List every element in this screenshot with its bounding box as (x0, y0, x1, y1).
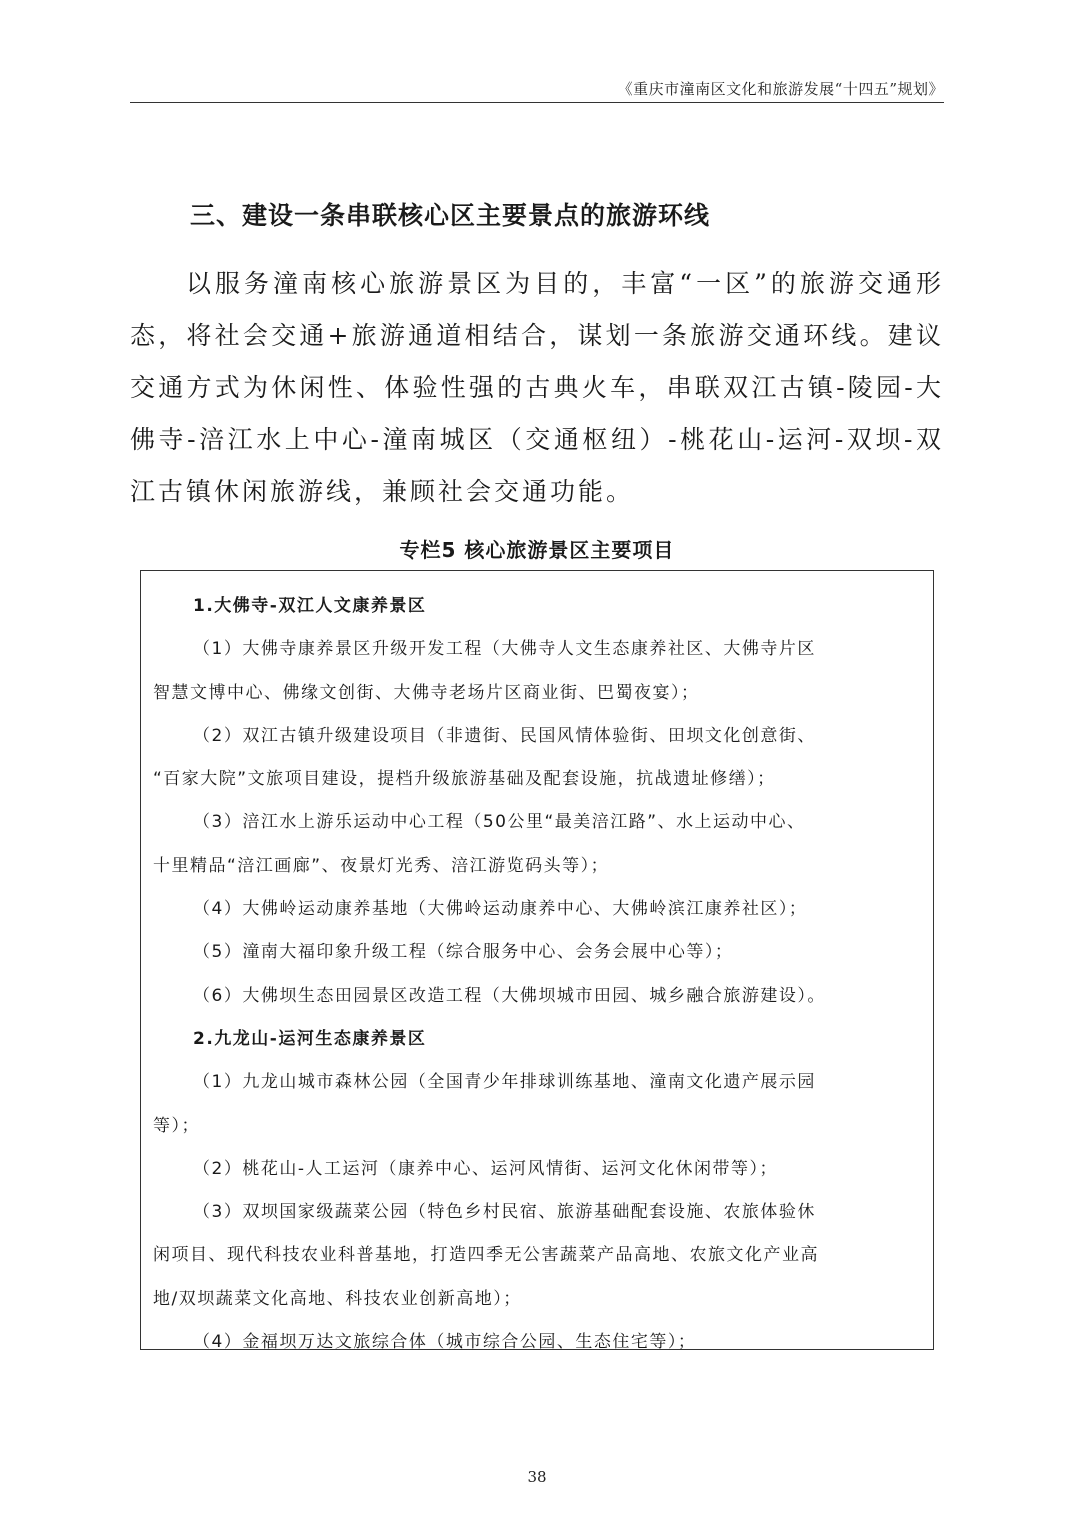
project-item: （4）金福坝万达文旅综合体（城市综合公园、生态住宅等）； (193, 1332, 697, 1353)
project-item-continuation: 地/双坝蔬菜文化高地、科技农业创新高地）； (153, 1288, 522, 1309)
project-item: （5）潼南大福印象升级工程（综合服务中心、会务会展中心等）； (193, 942, 734, 963)
project-item: （2）桃花山-人工运河（康养中心、运河风情街、运河文化休闲带等）； (193, 1158, 778, 1179)
project-item-continuation: 智慧文博中心、佛缘文创街、大佛寺老场片区商业街、巴蜀夜宴）； (153, 682, 700, 703)
project-item: （6）大佛坝生态田园景区改造工程（大佛坝城市田园、城乡融合旅游建设）。 (193, 985, 826, 1006)
project-item: （3）涪江水上游乐运动中心工程（50公里“最美涪江路”、水上运动中心、 (193, 812, 806, 833)
project-item-continuation: 闲项目、现代科技农业科普基地，打造四季无公害蔬菜产品高地、农旅文化产业高 (153, 1245, 819, 1266)
project-category-heading: 2.九龙山-运河生态康养景区 (193, 1028, 427, 1049)
project-item: （4）大佛岭运动康养基地（大佛岭运动康养中心、大佛岭滨江康养社区）； (193, 899, 808, 920)
project-category-heading: 1.大佛寺-双江人文康养景区 (193, 596, 427, 616)
intro-paragraph: 以服务潼南核心旅游景区为目的，丰富“一区”的旅游交通形态，将社会交通+旅游通道相结合，谋划一条旅游交通环线。建议交通方式为休闲性、体验性强的古典火车，串联双江古镇-陵园-大佛寺-涪江水上中心-潼南城区（交通枢纽）-桃花山-运河-双坝-双江古镇休闲旅游线，兼顾社会交通功能。 (130, 269, 944, 506)
header-divider (130, 102, 944, 103)
project-box (140, 570, 934, 1353)
project-list (153, 585, 925, 1364)
page-number: 38 (527, 1468, 547, 1486)
project-item-continuation: “百家大院”文旅项目建设，提档升级旅游基础及配套设施，抗战遗址修缮）； (153, 769, 776, 790)
project-item: （3）双坝国家级蔬菜公园（特色乡村民宿、旅游基础配套设施、农旅体验休 (193, 1202, 816, 1223)
section-heading: 三、建设一条串联核心区主要景点的旅游环线 (190, 201, 711, 230)
box-title: 专栏5 核心旅游景区主要项目 (399, 538, 675, 562)
project-item: （2）双江古镇升级建设项目（非遗街、民国风情体验街、田坝文化创意街、 (193, 725, 816, 746)
project-item: （1）九龙山城市森林公园（全国青少年排球训练基地、潼南文化遗产展示园 (193, 1072, 816, 1093)
running-header: 《重庆市潼南区文化和旅游发展“十四五”规划》 (617, 80, 944, 98)
project-item-continuation: 等）； (153, 1115, 200, 1136)
project-item: （1）大佛寺康养景区升级开发工程（大佛寺人文生态康养社区、大佛寺片区 (193, 639, 816, 660)
project-item-continuation: 十里精品“涪江画廊”、夜景灯光秀、涪江游览码头等）； (153, 855, 610, 876)
